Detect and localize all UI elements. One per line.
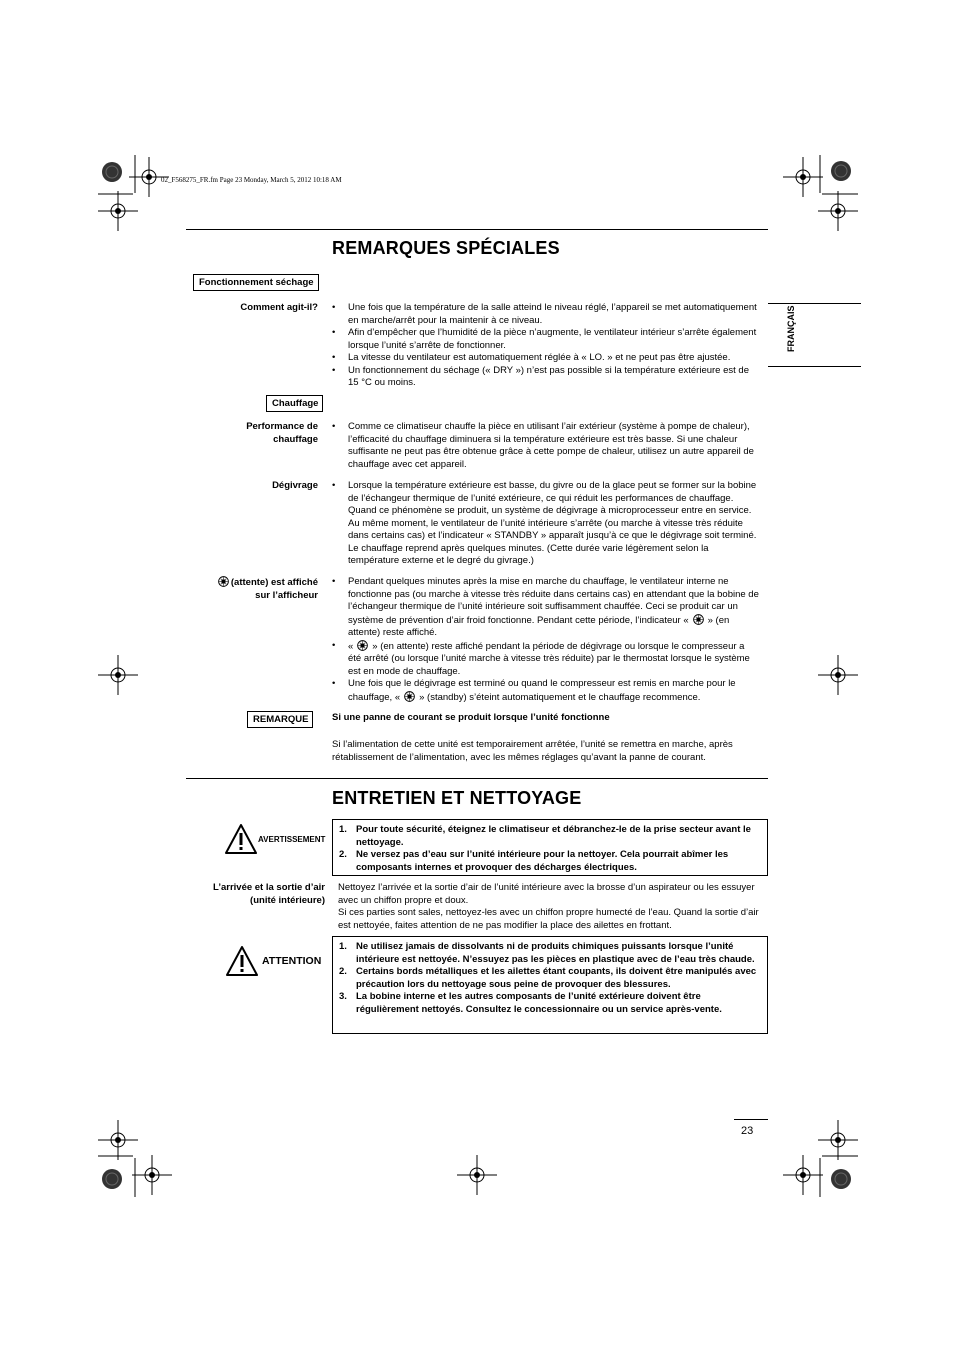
file-info-header: 02_F568275_FR.fm Page 23 Monday, March 5, 2012 10:18 AM xyxy=(161,176,342,184)
section-title-special-notes: REMARQUES SPÉCIALES xyxy=(332,238,560,258)
standby-icon xyxy=(357,640,368,651)
note-text: Si l’alimentation de cette unité est temporairement arrêtée, l’unité se remettra en marche, après rétablissement de l’alimentation, avec les mêmes réglages qu’avant la panne de courant. xyxy=(332,739,733,763)
warning-triangle-icon xyxy=(224,823,258,855)
caution-triangle-icon xyxy=(225,945,259,977)
standby-icon xyxy=(218,576,229,587)
list-item: • Lorsque la température extérieure est basse, du givre ou de la glace peut se former sur la bobine de l’échangeur thermique de l’unité extérieure, ce qui réduit les performances de chauffage. Quand ce phénomène se produit, un système de dégivrage à microprocesseur entre en service. Au même moment, le ventilateur de l’unité intérieure s’arrête (ou marche à vitesse très réduite dans certains cas) et l’indicateur « STANDBY » apparaît jusqu’à ce que le dégivrage soit terminé. Le chauffage reprend après quelques minutes. (Cette durée varie légèrement selon la température externe et le degré du givrage.) xyxy=(332,480,760,568)
caution-list xyxy=(339,941,759,1016)
attention-label: ATTENTION xyxy=(262,955,322,967)
language-side-tab xyxy=(768,303,861,367)
page-number-rule xyxy=(734,1119,768,1120)
standby-icon xyxy=(693,614,704,625)
dry-mode-label: Fonctionnement séchage xyxy=(193,274,319,291)
section-divider xyxy=(186,778,768,779)
defrost-list xyxy=(332,480,760,568)
air-inlet-outlet-label: L’arrivée et la sortie d’air (unité intérieure) xyxy=(213,882,325,906)
caution-box xyxy=(332,936,768,1034)
list-item: 1. Pour toute sécurité, éteignez le climatiseur et débranchez-le de la prise secteur avant le nettoyage. xyxy=(339,824,751,848)
defrost-label: Dégivrage xyxy=(272,480,318,491)
how-it-works-label: Comment agit-il? xyxy=(240,302,318,313)
standby-displayed-label: (attente) est affiché sur l’afficheur xyxy=(168,576,318,602)
heating-performance-list xyxy=(332,421,760,471)
warning-box xyxy=(332,819,768,876)
section-divider xyxy=(186,229,768,230)
note-title: Si une panne de courant se produit lorsque l’unité fonctionne xyxy=(332,712,610,723)
air-inlet-outlet-text: Nettoyez l’arrivée et la sortie d’air de l’unité intérieure avec la brosse d’un aspirateur ou les essuyer avec un chiffon propre et doux. Si ces parties sont sales, nettoyez-les avec un chiffon propre humecté de l’eau. Quand la sortie d’air est nettoyée, faites attention de ne pas modifier la place des ailettes en frottant. xyxy=(338,882,759,931)
warning-list xyxy=(339,824,759,874)
list-item: • Pendant quelques minutes après la mise en marche du chauffage, le ventilateur interne ne fonctionne pas (ou marche à vitesse très réduite dans certains cas) en attendant que la bobine de l’échangeur thermique de l’unité intérieure soit suffisamment chauffée. Ceci se produit car un système de prévention d’air froid fonctionne. Pendant cette période, l’indicateur « » (en attente) reste affiché. xyxy=(332,576,760,640)
section-title-maintenance: ENTRETIEN ET NETTOYAGE xyxy=(332,788,582,808)
list-item: • La vitesse du ventilateur est automatiquement réglée à « LO. » et ne peut pas être ajustée. xyxy=(332,352,760,365)
standby-list xyxy=(332,576,760,704)
list-item: 3. La bobine interne et les autres composants de l’unité extérieure doivent être régulièrement nettoyés. Consultez le concessionnaire ou un service après-vente. xyxy=(339,991,722,1015)
list-item: • Un fonctionnement du séchage (« DRY ») n’est pas possible si la température extérieure est de 15 °C ou moins. xyxy=(332,365,760,390)
warning-label: AVERTISSEMENT xyxy=(258,835,326,844)
list-item: • Une fois que la température de la salle atteind le niveau réglé, l’appareil se met automatiquement en marche/arrêt pour la maintenir à ce niveau. xyxy=(332,302,760,327)
page-number: 23 xyxy=(741,1125,754,1137)
list-item: • Une fois que le dégivrage est terminé ou quand le compresseur est remis en marche pour le chauffage, « » (standby) s’éteint automatiquement et le chauffage recommence. xyxy=(332,678,760,704)
list-item: • Comme ce climatiseur chauffe la pièce en utilisant l’air extérieur (système à pompe de chaleur), l’efficacité du chauffage diminuera si la température extérieure est très basse. Si une chaleur suffisante ne peut pas être obtenue grâce à cette pompe de chaleur, utilisez un autre appareil de chauffage avec cet appareil. xyxy=(332,421,760,471)
heating-label: Chauffage xyxy=(266,395,323,412)
language-label: FRANÇAIS xyxy=(786,305,796,352)
list-item: 2. Certains bords métalliques et les ailettes étant coupants, ils doivent être manipulés avec précaution lors du nettoyage sous peine de provoquer des blessures. xyxy=(339,966,757,990)
list-item: • « » (en attente) reste affiché pendant la période de dégivrage ou lorsque le compresseur a été arrêté (ou lorsque l’unité marche à vitesse très réduite) par le thermostat lorsque le système est en mode de chauffage. xyxy=(332,640,760,679)
list-item: 1. Ne utilisez jamais de dissolvants ni de produits chimiques puissants lorsque l’unité intérieure est nettoyée. N’essuyez pas les pièces en plastique avec de l’eau très chaude. xyxy=(339,941,755,965)
heating-performance-label: Performance de chauffage xyxy=(246,421,318,445)
dry-mode-list xyxy=(332,302,760,390)
note-label: REMARQUE xyxy=(247,711,313,728)
list-item: • Afin d’empêcher que l’humidité de la pièce n’augmente, le ventilateur intérieur s’arrête également lorsque l’unité s’arrête de fonctionner. xyxy=(332,327,760,352)
registration-disc-icon xyxy=(102,162,122,182)
list-item: 2. Ne versez pas d’eau sur l’unité intérieure pour la nettoyer. Cela pourrait abîmer les composants internes et provoquer des décharges électriques. xyxy=(339,849,729,873)
standby-icon xyxy=(404,691,415,702)
